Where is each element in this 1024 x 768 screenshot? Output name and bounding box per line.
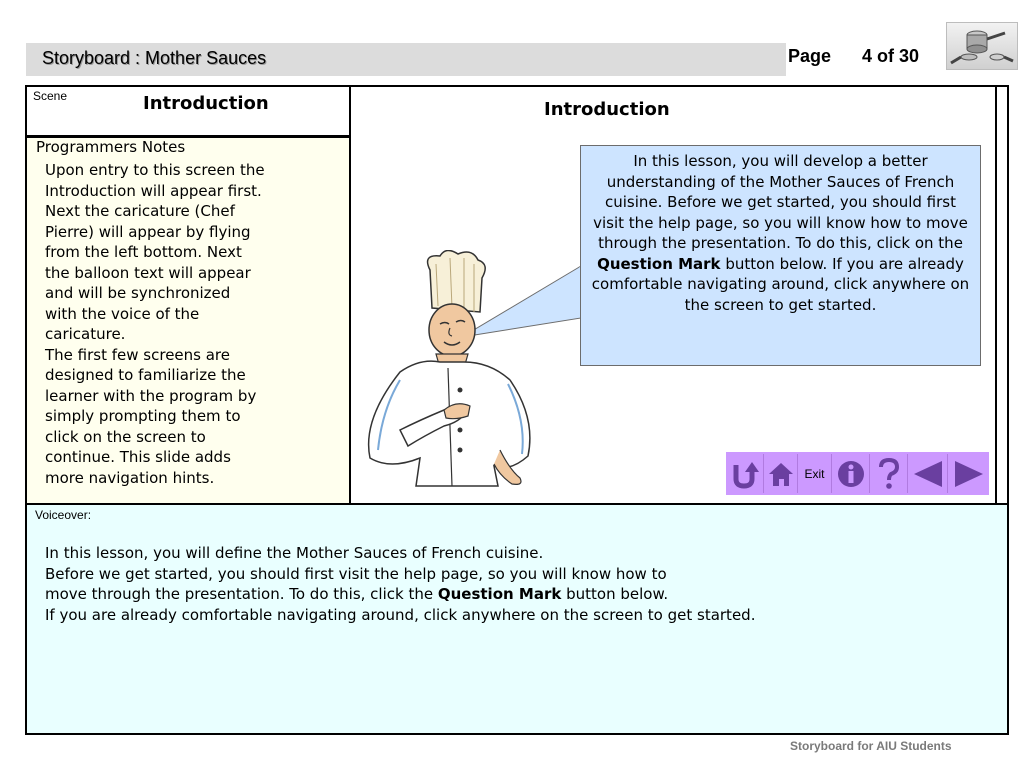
- home-icon: [767, 460, 795, 488]
- scene-label: Scene: [33, 89, 68, 103]
- scene-title: Introduction: [143, 93, 269, 114]
- exit-label: Exit: [804, 466, 825, 481]
- cookware-image: [946, 22, 1018, 70]
- info-icon: [836, 459, 866, 489]
- question-mark-button[interactable]: [870, 454, 908, 493]
- next-button[interactable]: [948, 454, 989, 493]
- u-turn-button[interactable]: [726, 454, 764, 493]
- storyboard-title: Storyboard : Mother Sauces: [42, 48, 267, 68]
- slide-title: Introduction: [544, 99, 670, 120]
- balloon-text-end: button below. If you are already comfortable navigating around, click anywhere on the screen to get started.: [591, 254, 970, 314]
- page-number: 4 of 30: [862, 46, 920, 66]
- footer-text: Storyboard for AIU Students: [790, 739, 952, 753]
- voiceover-line: If you are already comfortable navigating around, click anywhere on the screen to get started.: [45, 605, 756, 624]
- page-label: Page: [788, 46, 832, 66]
- u-turn-icon: [730, 459, 760, 489]
- voiceover-line-start: move through the presentation. To do this, click the: [45, 585, 434, 603]
- speech-balloon[interactable]: [580, 145, 981, 366]
- voiceover-line: In this lesson, you will define the Mother Sauces of French cuisine.: [45, 544, 544, 562]
- voiceover-line-end: button below.: [566, 585, 669, 603]
- question-mark-icon: [877, 458, 901, 490]
- voiceover-line: Before we get started, you should first visit the help page, so you will know how to: [45, 564, 667, 583]
- voiceover-text: [45, 543, 985, 625]
- arrow-right-icon: [953, 459, 985, 489]
- home-button[interactable]: [764, 454, 798, 493]
- programmer-notes-label: Programmers Notes: [36, 138, 186, 156]
- voiceover-line: [45, 584, 985, 605]
- voiceover-label: Voiceover:: [35, 508, 92, 522]
- balloon-text: In this lesson, you will develop a better understanding of the Mother Sauces of French cuisine. Before we get started, you should first visit the help page, so you will know how to move through the presentation. To do this, click on the: [593, 152, 968, 252]
- info-button[interactable]: [832, 454, 870, 493]
- previous-button[interactable]: [908, 454, 948, 493]
- balloon-bold-text: Question Mark: [597, 254, 721, 273]
- slide-divider: [995, 87, 997, 503]
- voiceover-bold-text: Question Mark: [437, 585, 562, 603]
- programmer-notes-text: Upon entry to this screen the Introduction will appear first. Next the caricature (Chef Pierre) will appear by flying from the left bottom. Next the balloon text will appear and will be synchronized with the voice of the caricature. The first few screens are designed to familiarize the learner with the program by simply prompting them to click on the screen to continue. This slide adds more navigation hints.: [45, 161, 265, 487]
- navigation-bar: [726, 452, 989, 495]
- chef-pierre-caricature: [360, 250, 550, 490]
- exit-button[interactable]: [798, 454, 832, 493]
- arrow-left-icon: [912, 459, 944, 489]
